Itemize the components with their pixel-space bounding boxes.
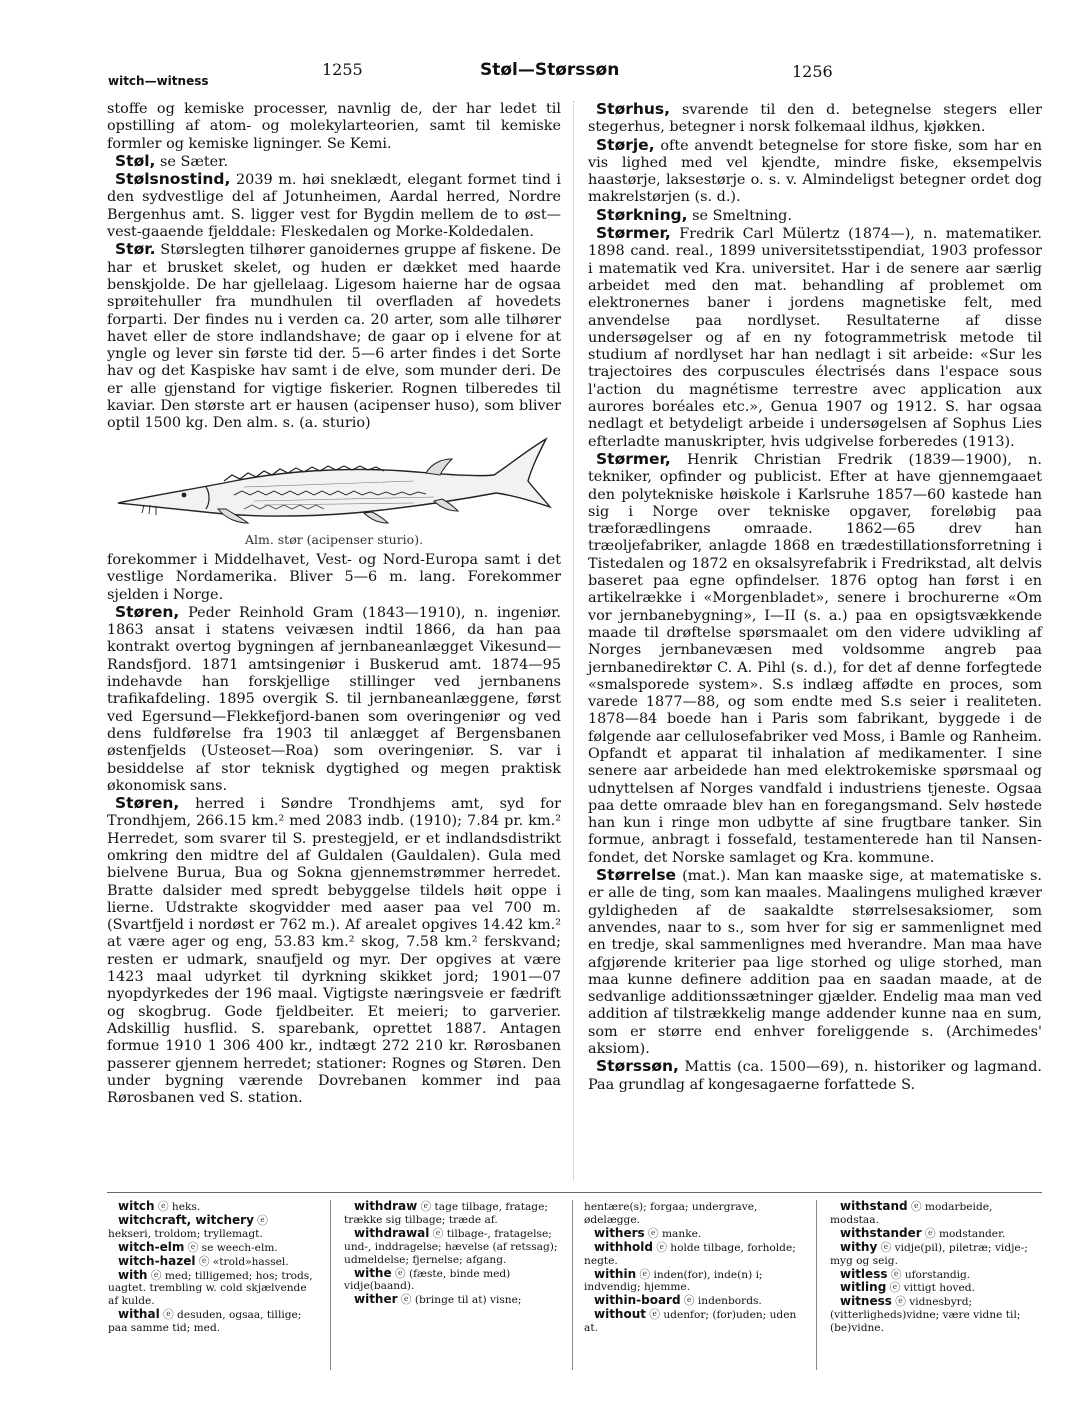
- entry-text: svarende til den d. betegnelse stegers eller stegerhus, betegner i norsk folkemaal ildhus, kjøkken.: [588, 102, 1042, 136]
- footer-headword: witch: [118, 1199, 155, 1213]
- footer-text: ⓔ inden(for), inde(n) i; indvendig; hjemme.: [584, 1268, 763, 1294]
- footer-column-2: [344, 1200, 559, 1307]
- footer-entry: [830, 1295, 1042, 1335]
- entry-text: Peder Reinhold Gram (1843—1910), n. ingeniør. 1863 ansat i statens veivæsen indtil 1866, da han paa kontrakt overtog bygningen af jernbaneanlægget Vikesund—Randsfjord. 1871 amtsingeniør i Buskerud amt. 1874—95 indehavde han forskjellige stillinger ved jernbanens trafikafdeling. 1895 overgik S. til jernbaneanlæggene, først ved Egersund—Flekkefjord-banen som overingeniør og ved dens fuldførelse fra 1903 til anlægget af Bergensbanen østenfjelds (Usteoset—Roa) som overingeniør. S. var i besiddelse af stor teknisk dygtighed og megen praktisk økonomisk sans.: [107, 604, 561, 794]
- entry-storsson: [588, 1058, 1042, 1094]
- footer-text: ⓔ desuden, ogsaa, tillige; paa samme tid; med.: [108, 1309, 302, 1335]
- footer-headword: witch-hazel: [118, 1253, 196, 1268]
- headword: Størmer,: [596, 224, 671, 243]
- entry-text: Fredrik Carl Mülertz (1874—), n. matematiker. 1898 cand. real., 1899 universitetsstipendiat, 1903 professor i matematik ved Kra. universitet. Har i de senere aar særlig arbeidet med den mat. behandling af problemet om elektronernes baner i jordens magnetiske felt, med anvendelse paa nordlyset. Resultaterne af disse undersøgelser og af en ny fotogrammetrisk metode til studium af nordlyset har han nedlagt i sit arbeide: «Sur les trajectoires des corpuscules électrisés dans l'espace sous l'action du magnétisme terrestre avec application aux aurores boréales etc.», Genua 1907 og 1912. S. har ogsaa nedlagt et betydeligt arbeide i undersøgelsen af Sophus Lies efterladte manuskripter, hvis udgivelse forberedes (1913).: [588, 226, 1042, 450]
- footer-column-1: [108, 1200, 313, 1335]
- footer-entry: [584, 1200, 799, 1227]
- footer-entry: [584, 1227, 799, 1241]
- footer-text: ⓔ manke.: [644, 1227, 702, 1240]
- entry-storkning: [588, 207, 1042, 225]
- footer-headword: within-board: [594, 1293, 681, 1308]
- entry-text: Størslegten tilhører ganoidernes gruppe af fiskene. De har et brusket skelet, og huden er dækket med haarde benskjolde. De har gjellelaag. Ligesom haierne har de ogsaa sprøitehuller fra mundhulen til overfladen af hovedets forparti. Der findes nu i verden ca. 20 arter, som alle tilhører havet eller de store indlandshave; de gaar op i elvene for at yngle og lever sin første tid der. 5—6 arter findes i det Sorte hav og det Kaspiske hav samt i de elve, som munder deri. De er alle gjenstand for vigtige fiskerier. Rognen tilberedes til kaviar. Den største art er hausen (acipenser huso), som bliver optil 1500 kg. Den alm. s. (a. sturio): [107, 242, 561, 432]
- footer-column-4: [830, 1200, 1042, 1335]
- footer-divider: [816, 1200, 817, 1370]
- entry-text: se Sæter.: [155, 153, 229, 170]
- footer-headword: withal: [118, 1307, 160, 1322]
- footer-headword: withdraw: [354, 1199, 418, 1213]
- entry-stor: [107, 241, 561, 432]
- entry-text: (mat.). Man kan maaske sige, at matematiske s. er alle de ting, som kan maales. Maalingens mulighed kræver gyldigheden af de saakaldte størrelsesaksiomer, som anvendes, naar to s., som hver for sig er sammenlignet med en tredje, skal sammenlignes med hverandre. Man maa have afgjørende kriterier paa lige storhed og ulige storhed, man maa kunne definere addition paa en saadan maade, at de sedvanlige additionssætninger gjælder. Endelig maa man ved addition af tilstrækkelig mange addender kunne naa en sum, som er større end enhver foreliggende s. (Archimedes' aksiom).: [588, 868, 1042, 1058]
- footer-entry: [108, 1269, 313, 1309]
- footer-headword: wither: [354, 1292, 398, 1307]
- entry-text: 2039 m. høi sneklædt, elegant formet tind i den sydvestlige del af Jotunheimen, Aardal herred, Nordre Bergenhus amt. S. ligger vest for Bygdin mellem de to øst—vest-gaaende fjelddale: Fleskedalen og Morke-Koldedalen.: [107, 172, 561, 241]
- entry-text: forekommer i Middelhavet, Vest- og Nord-Europa samt i det vestlige Nordamerika. Bliver 5—6 m. lang. Forekommer sjelden i Norge.: [107, 551, 561, 603]
- headword: Størkning,: [596, 205, 688, 224]
- entry-storhus: [588, 101, 1042, 137]
- footer-entry: [344, 1267, 559, 1294]
- footer-entry: [344, 1227, 559, 1267]
- footer-headword: within: [594, 1266, 637, 1281]
- footer-headword: withdrawal: [354, 1225, 430, 1240]
- entry-stol: [107, 153, 561, 171]
- footer-entry: [584, 1294, 799, 1308]
- footer-text: ⓔ holde tilbage, forholde; negte.: [584, 1241, 796, 1267]
- footer-entry: [344, 1293, 559, 1307]
- footer-divider: [330, 1200, 331, 1370]
- footer-text: ⓔ tilbage-, fratagelse; und-, inddragelse; hævelse (af retssag); udmeldelse; fjernelse; afgang.: [344, 1227, 558, 1266]
- footer-text: ⓔ (fæste, binde med) vidje(baand).: [344, 1267, 511, 1293]
- footer-text: ⓔ (bringe til at) visne;: [397, 1294, 522, 1307]
- footer-text: ⓔ vidnesbyrd; (vitterligheds)vidne; være vidne til; (be)vidne.: [830, 1296, 1021, 1335]
- footer-text: ⓔ tage tilbage, fratage; trække sig tilbage; træde af.: [344, 1201, 548, 1226]
- footer-entry: [584, 1268, 799, 1295]
- footer-headword: with: [118, 1267, 148, 1282]
- entry-storen-peder: [107, 604, 561, 795]
- entry-text: stoffe og kemiske processer, navnlig de, der har ledet til opstilling af atom- og molekylarteorien, samt til kemiske formler og kemiske ligninger. Se Kemi.: [107, 101, 561, 152]
- entry-text: ofte anvendt betegnelse for store fiske, som har en vis lighed med vel kjendte, mindre fiske, eksempelvis haastørje, laksestørje o. s. v. Almindeligst betegner ordet dog makrelstørjen (s. d.).: [588, 137, 1042, 206]
- footer-entry: [108, 1214, 313, 1241]
- headword: Stør.: [115, 240, 156, 259]
- entry-stolsnostind: [107, 171, 561, 241]
- entry-text: Henrik Christian Fredrik (1839—1900), n. tekniker, opfinder og publicist. Efter at have gjennemgaaet den polytekniske høiskole i Karlsruhe 1857—60 kastede han sig i Norge over tekniske opgaver, foreløbig paa træforædlingens omraade. 1862—65 drev han træoljefabriker, anlagde 1868 en trædestillationsforretning i Tistedalen og 1872 en oksalsyrefabrik i Fredrikstad, alt delvis baseret paa egne opfindelser. 1876 optog han først i en artikelrække i «Morgenbladet», senere i brochurerne «Om vor jernbanebygning», I—II (s. a.) paa en opsigtsvækkende maade til drøftelse spørsmaalet om den videre udvikling af Norges jernbanevæsen med voldsomme angreb paa jernbanedirektør C. A. Pihl (s. d.), for det af denne forfegtede «smalsporede system». S.s indlæg affødte en proces, som varede 1877—88, og som endte med S.s seier i realiteten. 1878—84 boede han i Paris som fabrikant, byggede i de følgende aar cellulosefabriker ved Moss, i Bamle og Ranheim. Opfandt et apparat til inhalation af medikamenter. I sine senere aar arbeidede han med elektrokemiske spørsmaal og udnyttelsen af Norges vandfald i industriens tjeneste. Ogsaa paa dette omraade blev han en foregangsmand. Selv høstede han kun i ringe mon udbytte af sine frugtbare tanker. Sin formue, anbragt i fossefald, testamenterede han til Nansen-fondet, det Norske samlaget og Kra. kommune.: [588, 451, 1042, 866]
- footer-rule: [107, 1192, 1042, 1193]
- footer-entry: [108, 1255, 313, 1269]
- footer-column-3: [584, 1200, 799, 1335]
- footer-headword: withers: [594, 1225, 645, 1240]
- footer-headword: witch-elm: [118, 1239, 185, 1254]
- sturgeon-figure: [107, 437, 561, 548]
- entry-storrelse: [588, 867, 1042, 1058]
- footer-entry: [830, 1281, 1042, 1295]
- headword: Stølsnostind,: [115, 170, 231, 189]
- footer-entry: [830, 1241, 1042, 1268]
- footer-text: ⓔ vittigt hoved.: [886, 1282, 975, 1295]
- footer-headword: witness: [840, 1294, 892, 1309]
- entry-text: herred i Søndre Trondhjems amt, syd for Trondhjem, 266.15 km.² med 2083 indb. (1910); 7.84 pr. km.² Herredet, som svarer til S. prestegjeld, er et indlandsdistrikt omkring den midtre del af Guldalen (Gauldalen). Gula med bielvene Burua, Bua og Sokna gjennemstrømmer herredet. Bratte dalsider med spredt bebyggelse tildels høit oppe i lierne. Udstrakte skogvidder med aaser paa vel 700 m. (Svartfjeld i nordøst er 762 m.). Af arealet opgives 14.42 km.² at være ager og eng, 53.83 km.² skog, 7.58 km.² ferskvand; resten er udmark, snaufjeld og myr. Der opgives at være 1423 maal udyrket til dyrkning skikket jord; 1901—07 nyopdyrkedes der 196 maal. Vigtigste næringsveie er fædrift og skogbrug. Gode fjeldbeiter. Et meieri; to garverier. Adskillig husflid. S. sparebank, oprettet 1887. Antagen formue 1910 1 306 400 kr., indtægt 272 210 kr. Rørosbanen passerer gjennem herredet; stationer: Rognes og Støren. Den under bygning værende Dovrebanen kommer ind paa Rørosbanen ved S. station.: [107, 796, 561, 1107]
- footer-text: ⓔ med; tilligemed; hos; trods, uagtet. trembling w. cold skjælvende af kulde.: [108, 1269, 313, 1308]
- entry-stormer-henrik: [588, 451, 1042, 867]
- footer-entry: [108, 1200, 313, 1214]
- column-divider: [573, 101, 575, 1181]
- footer-text: ⓔ se weech-elm.: [184, 1241, 278, 1254]
- headword: Størssøn,: [596, 1057, 679, 1076]
- footer-text: ⓔ indenbords.: [680, 1295, 762, 1308]
- footer-headword: withstand: [840, 1199, 908, 1213]
- headword: Støl,: [115, 151, 156, 170]
- guide-words: witch—witness: [108, 74, 209, 88]
- right-column: [588, 101, 1042, 1094]
- headword: Størrelse: [596, 866, 677, 885]
- entry-text: se Smeltning.: [687, 207, 792, 224]
- footer-entry: [584, 1308, 799, 1335]
- entry-continuation: [107, 101, 561, 153]
- footer-headword: witless: [840, 1266, 888, 1281]
- footer-divider: [572, 1200, 573, 1370]
- footer-text: ⓔ hekseri, troldom; tryllemagt.: [108, 1214, 268, 1240]
- entry-text: Mattis (ca. 1500—69), n. historiker og lagmand. Paa grundlag af kongesagaerne forfattede S.: [588, 1059, 1042, 1093]
- footer-entry: [830, 1200, 1042, 1227]
- sturgeon-illustration: [114, 437, 554, 529]
- figure-caption: Alm. stør (acipenser sturio).: [244, 531, 424, 547]
- footer-text: hentære(s); forgaa; undergrave, ødelægge.: [584, 1201, 758, 1226]
- entry-storje: [588, 137, 1042, 207]
- headword: Støren,: [115, 602, 180, 621]
- footer-headword: witchcraft, witchery: [118, 1212, 254, 1227]
- headword: Størhus,: [596, 100, 671, 118]
- footer-headword: witling: [840, 1280, 887, 1295]
- headword: Størmer,: [596, 449, 671, 468]
- footer-headword: withe: [354, 1265, 392, 1280]
- left-column: [107, 101, 561, 1107]
- footer-headword: withhold: [594, 1239, 653, 1254]
- footer-text: ⓔ udenfor; (for)uden; uden at.: [584, 1309, 797, 1335]
- footer-entry: [108, 1241, 313, 1255]
- page-number-left: 1255: [322, 60, 363, 79]
- entry-stor-continuation: [107, 552, 561, 604]
- footer-headword: without: [594, 1307, 647, 1322]
- footer-text: ⓔ vidje(pil), piletræ; vidje-; myg og seig.: [830, 1241, 1028, 1267]
- footer-headword: withstander: [840, 1225, 922, 1240]
- page-number-right: 1256: [792, 62, 833, 81]
- entry-storen-herred: [107, 795, 561, 1107]
- footer-entry: [584, 1241, 799, 1268]
- footer-entry: [108, 1308, 313, 1335]
- footer-text: ⓔ modarbeide, modstaa.: [830, 1201, 993, 1226]
- footer-text: ⓔ heks.: [154, 1201, 201, 1213]
- footer-entry: [344, 1200, 559, 1227]
- headword: Størje,: [596, 135, 655, 154]
- footer-entry: [830, 1268, 1042, 1282]
- footer-text: ⓔ uforstandig.: [887, 1268, 971, 1281]
- footer-text: ⓔ «trold»hassel.: [195, 1255, 289, 1268]
- headword: Støren,: [115, 794, 180, 813]
- footer-entry: [830, 1227, 1042, 1241]
- footer-headword: withy: [840, 1239, 878, 1254]
- footer-text: ⓔ modstander.: [921, 1227, 1006, 1240]
- entry-stormer-fredrik: [588, 225, 1042, 451]
- page-title: Støl—Størssøn: [480, 60, 620, 80]
